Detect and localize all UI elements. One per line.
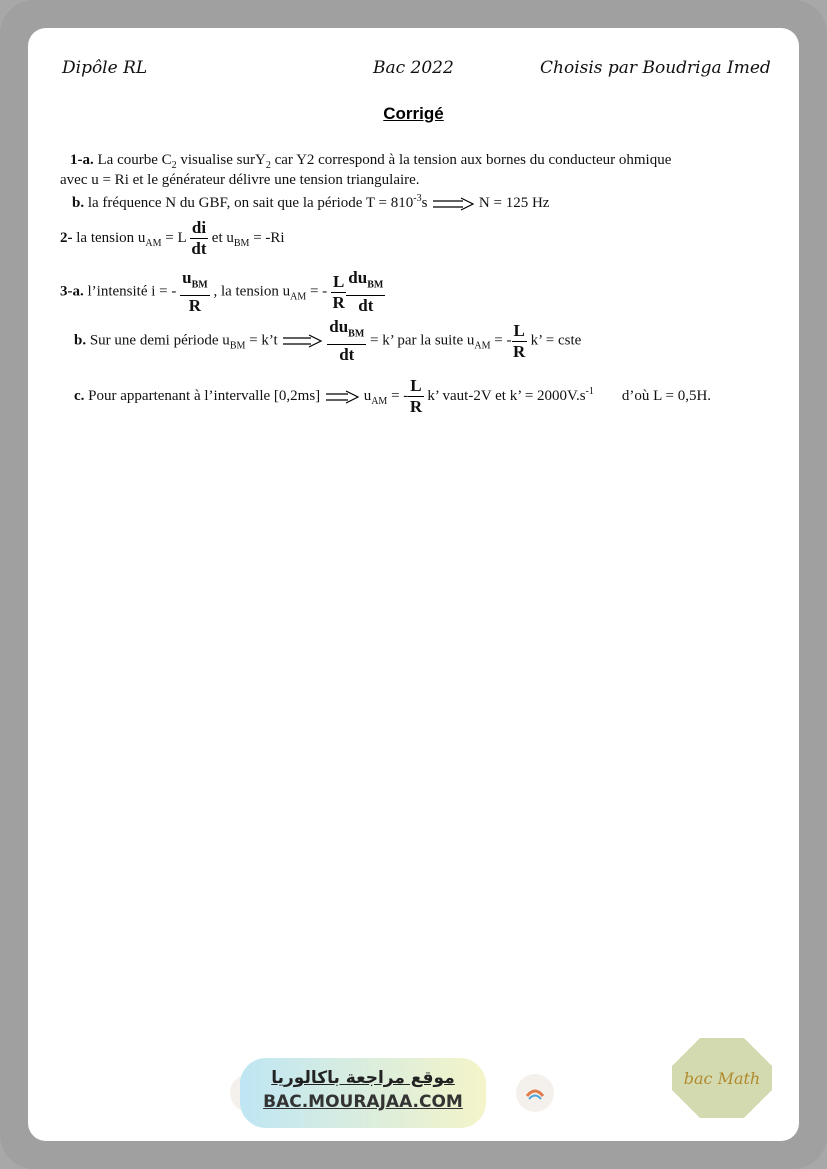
site-name-arabic: موقع مراجعة باكالوريا <box>271 1068 455 1088</box>
fraction-dubm-dt: $\frac{du_{BM}}{dt}$ <box>348 268 384 316</box>
answer-1b: b. la fréquence N du GBF, on sait que la période $T = 810^{-3}s$ N = 125 Hz <box>72 193 550 211</box>
answer-1a: 1-a. La courbe $C_2$ visualise surY$_2$ car Y2 correspond à la tension aux bornes du conducteur ohmique <box>70 152 672 171</box>
implies-arrow-icon <box>281 334 323 348</box>
fraction-l-r: $\frac{L}{R}$ <box>332 271 345 312</box>
fraction-l-r: $\frac{L}{R}$ <box>409 376 423 417</box>
header-left: Dipôle RL <box>62 58 148 78</box>
site-logo-right-icon <box>516 1074 554 1112</box>
bac-math-logo <box>670 1036 774 1120</box>
fraction-di-dt: $\frac{di}{dt}$ <box>191 218 207 259</box>
answer-3c: c. Pour appartenant à l’intervalle [0,2ms] $u_{AM}$ = - $\frac{L}{R}$ k’ vaut-2V et k’ = $2000V.s^{-1}$ d’où L = 0,5H. <box>74 376 712 417</box>
page-title: Corrigé <box>383 104 444 123</box>
answer-1a-line2: avec u = Ri et le générateur délivre une tension triangulaire. <box>60 172 420 188</box>
implies-arrow-icon <box>324 390 360 404</box>
header-center: Bac 2022 <box>373 58 454 78</box>
answer-3a: 3-a. l’intensité i = - $\frac{u_{BM}}{R}$ , la tension $u_{AM}$ = - $\frac{L}{R}$ $\frac{du_{BM}}{dt}$ <box>60 268 384 316</box>
answer-3b: b. Sur une demi période $u_{BM}$ = k’t $\frac{du_{BM}}{dt}$ = k’ par la suite $u_{AM}$ = - $\frac{L}{R}$ k’ = cste <box>74 317 582 365</box>
answer-2: 2- la tension $u_{AM} = L$ $\frac{di}{dt}$ et $u_{BM} = -Ri$ <box>60 218 285 259</box>
fraction-dubm-dt: $\frac{du_{BM}}{dt}$ <box>329 317 365 365</box>
document-page <box>28 28 799 1141</box>
fraction-ubm-r: $\frac{u_{BM}}{R}$ <box>182 268 208 316</box>
header-right: Choisis par Boudriga Imed <box>540 58 771 78</box>
svg-text:bac Math: bac Math <box>683 1069 761 1088</box>
fraction-l-r: $\frac{L}{R}$ <box>513 320 526 361</box>
implies-arrow-icon <box>431 197 475 211</box>
site-url[interactable]: BAC.MOURAJAA.COM <box>263 1092 463 1112</box>
site-banner[interactable] <box>240 1058 486 1128</box>
